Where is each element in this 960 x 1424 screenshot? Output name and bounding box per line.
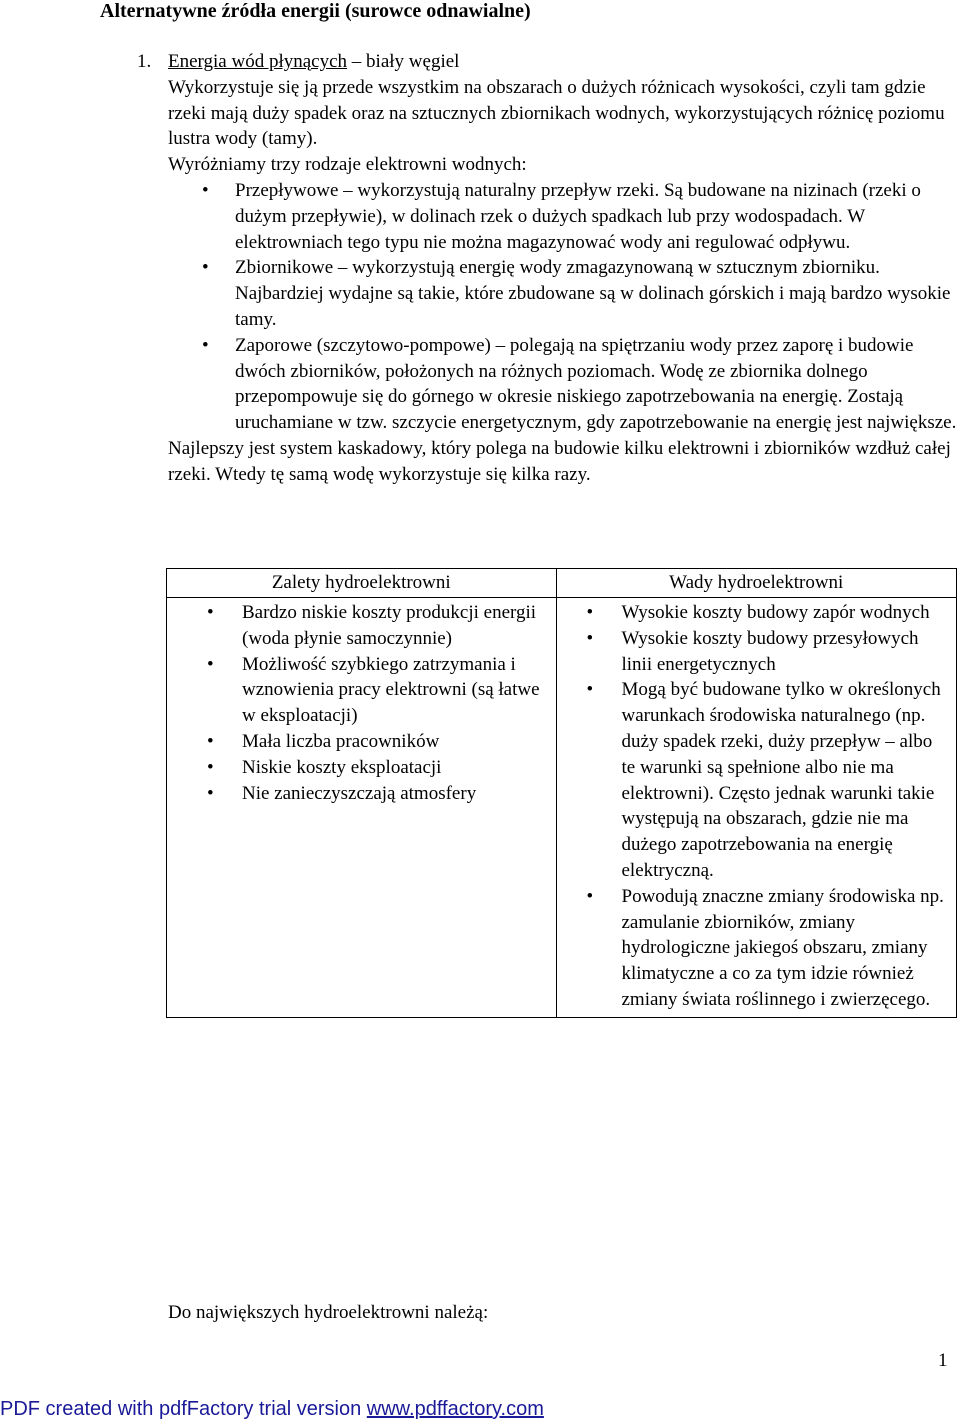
pros-header: Zalety hydroelektrowni bbox=[167, 569, 557, 598]
list-item-text: Niskie koszty eksploatacji bbox=[242, 756, 442, 778]
list-item-text: Możliwość szybkiego zatrzymania i wznowienia pracy elektrowni (są łatwe w eksploatacji) bbox=[242, 653, 540, 727]
list-item-text: Mogą być budowane tylko w określonych warunkach środowiska naturalnego (np. duży spadek rzeki, duży przepływ – albo te warunki są spełnione albo nie ma elektrowni). Często jednak warunki takie występują na obszarach, gdzie nie ma dużego zapotrzebowania na energię elektryczną. bbox=[621, 679, 941, 881]
bullet-icon: • bbox=[207, 653, 214, 675]
list-item-text: Bardzo niskie koszty produkcji energii (woda płynie samoczynnie) bbox=[242, 602, 537, 649]
page-number: 1 bbox=[938, 1350, 948, 1371]
bullet-icon: • bbox=[202, 179, 209, 201]
cascade-paragraph: Najlepszy jest system kaskadowy, który polega na budowie kilku elektrowni i zbiorników wzdłuż całej rzeki. Wtedy tę samą wodę wykorzystuje się kilka razy. bbox=[168, 437, 951, 485]
cons-header: Wady hydroelektrowni bbox=[556, 569, 957, 598]
list-item-text: Nie zanieczyszczają atmosfery bbox=[242, 782, 477, 804]
bullet-icon: • bbox=[202, 257, 209, 279]
bullet-icon: • bbox=[207, 756, 214, 778]
section-heading bbox=[168, 49, 958, 75]
bullet-icon: • bbox=[586, 885, 594, 907]
list-item-text: Wysokie koszty budowy zapór wodnych bbox=[621, 602, 930, 623]
list-item-text: Przepływowe – wykorzystują naturalny przepływ rzeki. Są budowane na nizinach (rzeki o dużym przepływie), w dolinach rzek o dużych spadkach lub przy wodospadach. W elektrowniach tego typu nie można magazynować wody ani regulować odpływu. bbox=[235, 179, 921, 253]
list-item bbox=[557, 677, 957, 883]
list-item bbox=[557, 600, 957, 626]
list-item bbox=[168, 178, 958, 255]
bullet-icon: • bbox=[586, 679, 594, 701]
list-item-text: Wysokie koszty budowy przesyłowych linii energetycznych bbox=[621, 627, 919, 675]
list-item bbox=[167, 781, 556, 807]
list-item bbox=[167, 755, 556, 781]
cons-cell bbox=[556, 598, 957, 1018]
pros-cell bbox=[167, 598, 557, 1018]
bullet-icon: • bbox=[586, 627, 594, 649]
pdffactory-link[interactable]: www.pdffactory.com bbox=[366, 1398, 544, 1420]
pros-cons-table bbox=[166, 568, 957, 1018]
largest-plants-heading: Do największych hydroelektrowni należą: bbox=[168, 1302, 489, 1323]
bullet-icon: • bbox=[207, 602, 214, 623]
power-plant-types-list bbox=[168, 178, 958, 436]
list-item bbox=[167, 729, 556, 755]
bullet-icon: • bbox=[207, 782, 214, 804]
section-body bbox=[168, 49, 958, 488]
list-item-text: Zbiornikowe – wykorzystują energię wody zmagazynowaną w sztucznym zbiorniku. Najbardziej wydajne są takie, które zbudowane są w dolinach górskich i mają bardzo wysokie tamy. bbox=[235, 257, 951, 330]
table-row bbox=[167, 598, 957, 1018]
list-item bbox=[167, 600, 556, 652]
list-item bbox=[168, 255, 958, 332]
bullet-icon: • bbox=[586, 602, 594, 623]
table-header-row bbox=[167, 569, 957, 598]
section-number-label: 1. bbox=[137, 51, 152, 72]
section-intro: Wykorzystuje się ją przede wszystkim na obszarach o dużych różnicach wysokości, czyli tam gdzie rzeki mają duży spadek oraz na sztucznych zbiornikach wodnych, wykorzystujących różnicę poziomu lustra wody (tamy). bbox=[168, 76, 945, 150]
types-intro: Wyróżniamy trzy rodzaje elektrowni wodnych: bbox=[168, 154, 527, 176]
section-heading-underlined: Energia wód płynących bbox=[168, 51, 348, 72]
section-heading-rest: – biały węgiel bbox=[347, 51, 460, 72]
pdf-watermark-text: PDF created with pdfFactory trial version bbox=[0, 1398, 367, 1420]
bullet-icon: • bbox=[202, 334, 209, 356]
list-item bbox=[557, 626, 957, 678]
list-item-text: Powodują znaczne zmiany środowiska np. zamulanie zbiorników, zmiany hydrologiczne jakiegoś obszaru, zmiany klimatyczne a co za tym idzie również zmiany świata roślinnego i zwierzęcego. bbox=[621, 885, 944, 1010]
bullet-icon: • bbox=[207, 730, 214, 752]
pdf-watermark bbox=[0, 1395, 544, 1423]
list-item bbox=[557, 884, 957, 1013]
document-title: Alternatywne źródła energii (surowce odnawialne) bbox=[100, 0, 531, 22]
list-item-text: Zaporowe (szczytowo-pompowe) – polegają na spiętrzaniu wody przez zaporę i budowie dwóch zbiorników, położonych na różnych poziomach. Wodę ze zbiornika dolnego przepompowuje się do górnego w okresie niskiego zapotrzebowania na energię. Zostają uruchamiane w tzw. szczycie energetycznym, gdy zapotrzebowanie na energię jest największe. bbox=[235, 334, 957, 434]
list-item bbox=[168, 333, 958, 436]
list-item bbox=[167, 652, 556, 729]
list-item-text: Mała liczba pracowników bbox=[242, 730, 440, 752]
pros-list bbox=[167, 598, 556, 810]
cons-list bbox=[557, 598, 957, 1017]
